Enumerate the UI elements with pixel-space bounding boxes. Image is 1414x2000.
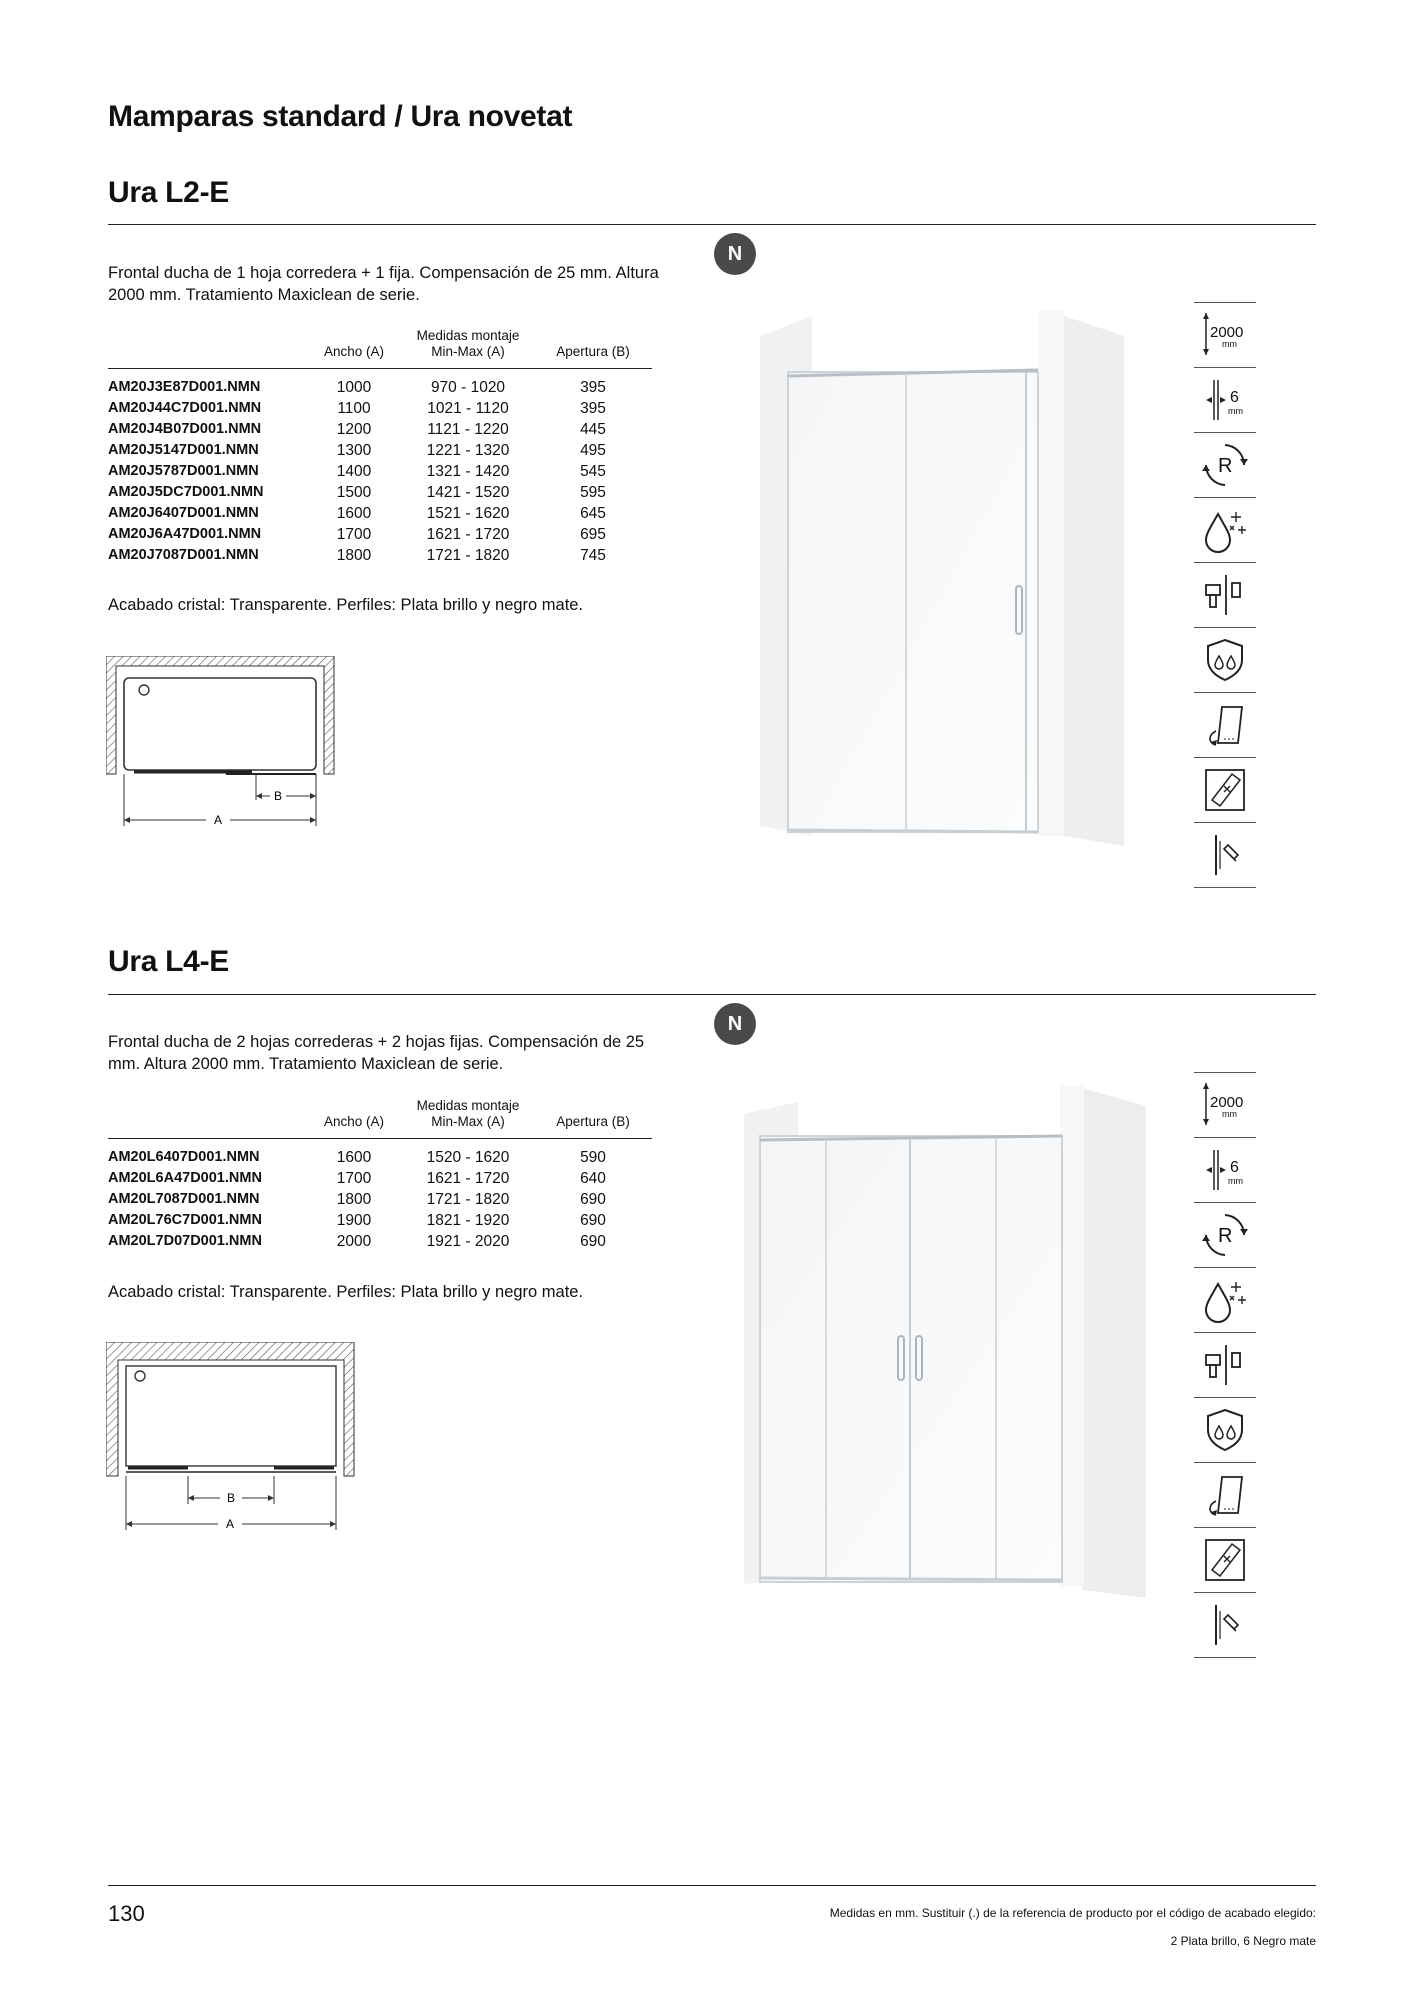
section-title-ura-l4e: Ura L4-E bbox=[108, 945, 229, 978]
reversible-icon bbox=[1194, 1203, 1256, 1268]
mounting-range: 1621 - 1720 bbox=[426, 1170, 510, 1187]
width-value: 1000 bbox=[336, 379, 372, 396]
product-reference: AM20L7087D001.NMN bbox=[108, 1191, 260, 1207]
opening-value: 690 bbox=[580, 1191, 606, 1208]
col-mounting-header: Medidas montaje Min-Max (A) bbox=[416, 1098, 520, 1129]
easy-clean-icon bbox=[1194, 498, 1256, 563]
col-width-header: Ancho (A) bbox=[323, 1114, 385, 1129]
mounting-range: 1721 - 1820 bbox=[426, 547, 510, 564]
product-image-ura-l4e bbox=[738, 1078, 1158, 1598]
table-row bbox=[108, 503, 652, 524]
dimension-a-label: A bbox=[225, 1517, 235, 1531]
mounting-range: 1520 - 1620 bbox=[426, 1149, 510, 1166]
opening-value: 495 bbox=[580, 442, 606, 459]
spec-table-body bbox=[108, 1139, 652, 1253]
section-divider bbox=[108, 224, 1316, 225]
plan-diagram-l2e bbox=[106, 656, 338, 832]
footer-divider bbox=[108, 1885, 1316, 1886]
width-value: 1700 bbox=[336, 526, 372, 543]
svg-text:mm: mm bbox=[1228, 1176, 1243, 1186]
col-opening-header: Apertura (B) bbox=[556, 1114, 630, 1129]
width-value: 1900 bbox=[336, 1212, 372, 1229]
table-row bbox=[108, 1168, 652, 1189]
safety-glass-icon bbox=[1194, 1528, 1256, 1593]
mounting-range: 1021 - 1120 bbox=[427, 400, 509, 417]
opening-value: 395 bbox=[580, 379, 606, 396]
spec-table bbox=[108, 1098, 652, 1252]
section-divider bbox=[108, 994, 1316, 995]
mounting-range: 1421 - 1520 bbox=[426, 484, 510, 501]
product-reference: AM20J7087D001.NMN bbox=[108, 547, 259, 563]
width-value: 1600 bbox=[336, 1149, 372, 1166]
table-row bbox=[108, 398, 652, 419]
footnote-measures: Medidas en mm. Sustituir (.) de la referencia de producto por el código de acabado elegido: bbox=[829, 1906, 1316, 1920]
dimension-b-label: B bbox=[226, 1491, 236, 1505]
spec-table bbox=[108, 328, 652, 566]
product-reference: AM20J4B07D001.NMN bbox=[108, 421, 262, 437]
new-badge: N bbox=[714, 233, 756, 275]
product-reference: AM20L6407D001.NMN bbox=[108, 1149, 260, 1165]
opening-value: 445 bbox=[580, 421, 606, 438]
svg-text:6: 6 bbox=[1230, 1159, 1239, 1176]
table-row bbox=[108, 545, 652, 566]
opening-value: 595 bbox=[580, 484, 606, 501]
product-description: Frontal ducha de 1 hoja corredera + 1 fija. Compensación de 25 mm. Altura 2000 mm. Tratamiento Maxiclean de serie. bbox=[108, 264, 659, 304]
easy-install-icon bbox=[1194, 563, 1256, 628]
table-row bbox=[108, 1231, 652, 1252]
opening-value: 690 bbox=[580, 1212, 606, 1229]
glass-thickness-icon bbox=[1194, 368, 1256, 433]
table-row bbox=[108, 419, 652, 440]
opening-value: 695 bbox=[580, 526, 606, 543]
product-reference: AM20J5147D001.NMN bbox=[108, 442, 259, 458]
table-row bbox=[108, 461, 652, 482]
width-value: 2000 bbox=[336, 1233, 372, 1250]
svg-text:mm: mm bbox=[1222, 1109, 1237, 1119]
new-badge: N bbox=[714, 1003, 756, 1045]
spec-table-body bbox=[108, 369, 652, 567]
product-reference: AM20J44C7D001.NMN bbox=[108, 400, 262, 416]
mounting-range: 970 - 1020 bbox=[430, 379, 506, 396]
spec-table-header bbox=[108, 328, 652, 369]
mounting-range: 1921 - 2020 bbox=[426, 1233, 510, 1250]
opening-value: 545 bbox=[580, 463, 606, 480]
tempered-glass-icon bbox=[1194, 693, 1256, 758]
page-number: 130 bbox=[108, 1901, 145, 1926]
opening-value: 690 bbox=[580, 1233, 606, 1250]
mounting-range: 1121 - 1220 bbox=[427, 421, 509, 438]
table-row bbox=[108, 1139, 652, 1169]
width-value: 1400 bbox=[336, 463, 372, 480]
feature-icons-l2e bbox=[1194, 302, 1256, 888]
product-reference: AM20J6A47D001.NMN bbox=[108, 526, 262, 542]
plan-diagram-l4e bbox=[106, 1342, 358, 1532]
table-row bbox=[108, 1210, 652, 1231]
svg-text:2000: 2000 bbox=[1210, 324, 1244, 341]
opening-value: 590 bbox=[580, 1149, 606, 1166]
easy-install-icon bbox=[1194, 1333, 1256, 1398]
width-value: 1800 bbox=[336, 1191, 372, 1208]
adjustable-profile-icon bbox=[1194, 1593, 1256, 1658]
opening-value: 645 bbox=[580, 505, 606, 522]
width-value: 1300 bbox=[336, 442, 372, 459]
product-description: Frontal ducha de 2 hojas correderas + 2 hojas fijas. Compensación de 25 mm. Altura 2000 mm. Tratamiento Maxiclean de serie. bbox=[108, 1033, 645, 1073]
mounting-range: 1221 - 1320 bbox=[426, 442, 510, 459]
spec-table-header bbox=[108, 1098, 652, 1139]
table-row bbox=[108, 369, 652, 399]
finish-note: Acabado cristal: Transparente. Perfiles: Plata brillo y negro mate. bbox=[108, 1283, 584, 1301]
tempered-glass-icon bbox=[1194, 1463, 1256, 1528]
height-icon bbox=[1194, 1072, 1256, 1138]
mounting-range: 1321 - 1420 bbox=[426, 463, 510, 480]
safety-glass-icon bbox=[1194, 758, 1256, 823]
product-reference: AM20L6A47D001.NMN bbox=[108, 1170, 262, 1186]
product-reference: AM20L76C7D001.NMN bbox=[108, 1212, 262, 1228]
product-reference: AM20J5DC7D001.NMN bbox=[108, 484, 264, 500]
svg-text:2000: 2000 bbox=[1210, 1094, 1244, 1111]
table-row bbox=[108, 440, 652, 461]
table-row bbox=[108, 524, 652, 545]
reversible-icon bbox=[1194, 433, 1256, 498]
feature-icons-l4e bbox=[1194, 1072, 1256, 1658]
glass-thickness-icon bbox=[1194, 1138, 1256, 1203]
table-row bbox=[108, 482, 652, 503]
anti-limescale-icon bbox=[1194, 628, 1256, 693]
svg-text:6: 6 bbox=[1230, 389, 1239, 406]
product-reference: AM20J6407D001.NMN bbox=[108, 505, 259, 521]
width-value: 1100 bbox=[337, 400, 371, 417]
width-value: 1700 bbox=[336, 1170, 372, 1187]
product-image-ura-l2e bbox=[752, 306, 1152, 846]
product-reference: AM20L7D07D001.NMN bbox=[108, 1233, 262, 1249]
col-opening-header: Apertura (B) bbox=[556, 344, 630, 359]
mounting-range: 1821 - 1920 bbox=[426, 1212, 510, 1229]
anti-limescale-icon bbox=[1194, 1398, 1256, 1463]
mounting-range: 1521 - 1620 bbox=[426, 505, 510, 522]
finish-note: Acabado cristal: Transparente. Perfiles: Plata brillo y negro mate. bbox=[108, 596, 584, 614]
adjustable-profile-icon bbox=[1194, 823, 1256, 888]
opening-value: 640 bbox=[580, 1170, 606, 1187]
opening-value: 745 bbox=[580, 547, 606, 564]
page-heading: Mamparas standard / Ura novetat bbox=[108, 100, 573, 133]
footnote-finish-codes: 2 Plata brillo, 6 Negro mate bbox=[1170, 1934, 1316, 1948]
svg-text:mm: mm bbox=[1222, 339, 1237, 349]
height-icon bbox=[1194, 302, 1256, 368]
product-reference: AM20J3E87D001.NMN bbox=[108, 379, 261, 395]
table-row bbox=[108, 1189, 652, 1210]
section-title-ura-l2e: Ura L2-E bbox=[108, 176, 229, 209]
mounting-range: 1721 - 1820 bbox=[426, 1191, 510, 1208]
svg-text:mm: mm bbox=[1228, 406, 1243, 416]
dimension-b-label: B bbox=[273, 789, 283, 803]
col-mounting-header: Medidas montaje Min-Max (A) bbox=[416, 328, 520, 359]
dimension-a-label: A bbox=[213, 813, 223, 827]
svg-text:R: R bbox=[1218, 455, 1233, 477]
svg-text:R: R bbox=[1218, 1225, 1233, 1247]
width-value: 1500 bbox=[336, 484, 372, 501]
product-reference: AM20J5787D001.NMN bbox=[108, 463, 259, 479]
width-value: 1600 bbox=[336, 505, 372, 522]
opening-value: 395 bbox=[580, 400, 606, 417]
width-value: 1800 bbox=[336, 547, 372, 564]
width-value: 1200 bbox=[336, 421, 372, 438]
col-width-header: Ancho (A) bbox=[323, 344, 385, 359]
mounting-range: 1621 - 1720 bbox=[426, 526, 510, 543]
easy-clean-icon bbox=[1194, 1268, 1256, 1333]
